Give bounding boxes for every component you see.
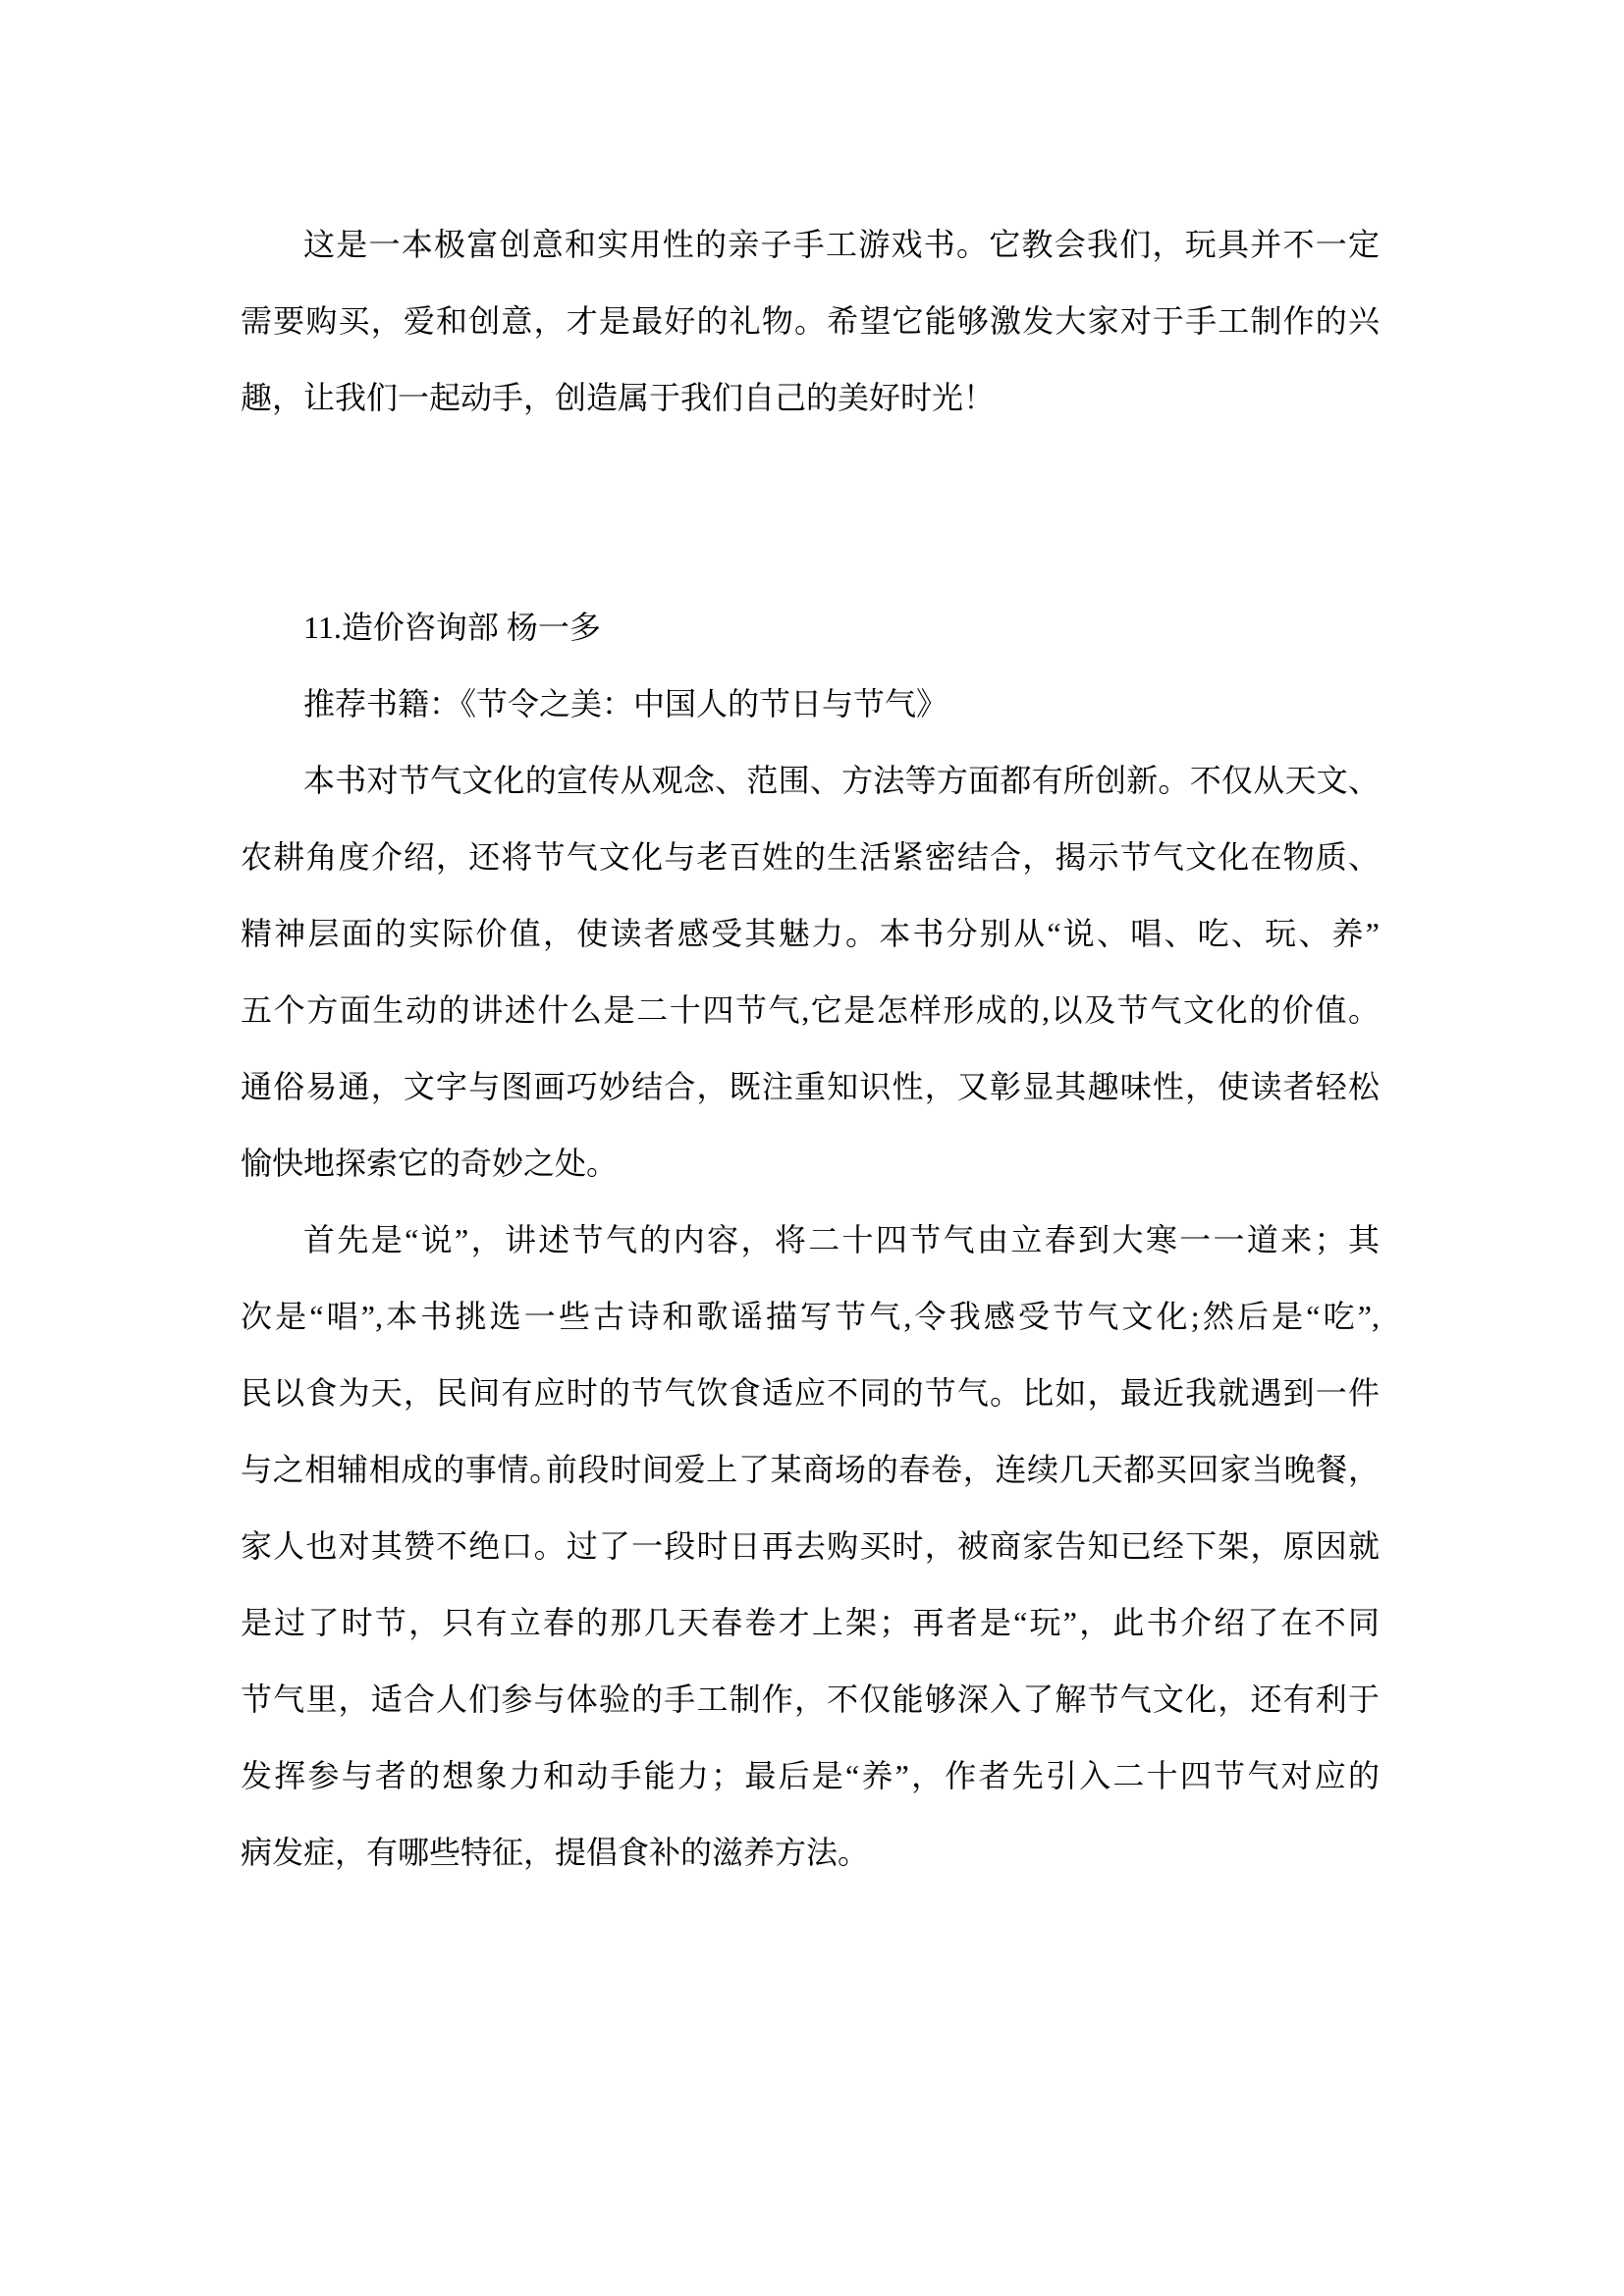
blank-line bbox=[241, 436, 1380, 512]
document-text-block bbox=[241, 206, 1380, 1891]
text-line: 本书对节气文化的宣传从观念、范围、方法等方面都有所创新。不仅从天文、 bbox=[303, 763, 1380, 798]
text-line: 需要购买，爱和创意，才是最好的礼物。希望它能够激发大家对于手工制作的兴 bbox=[241, 303, 1380, 339]
text-line: 民以食为天，民间有应时的节气饮食适应不同的节气。比如，最近我就遇到一件 bbox=[241, 1375, 1380, 1411]
text-line: 通俗易通，文字与图画巧妙结合，既注重知识性，又彰显其趣味性，使读者轻松 bbox=[241, 1069, 1380, 1104]
text-line: 家人也对其赞不绝口。过了一段时日再去购买时，被商家告知已经下架，原因就 bbox=[241, 1528, 1380, 1564]
text-line: 精神层面的实际价值，使读者感受其魅力。本书分别从“说、唱、吃、玩、养” bbox=[241, 916, 1380, 951]
text-line: 次是“唱”,本书挑选一些古诗和歌谣描写节气,令我感受节气文化;然后是“吃”, bbox=[241, 1299, 1380, 1334]
text-line: 发挥参与者的想象力和动手能力；最后是“养”，作者先引入二十四节气对应的 bbox=[241, 1758, 1380, 1793]
intro-paragraph bbox=[241, 206, 1380, 436]
text-line: 病发症，有哪些特征，提倡食补的滋养方法。 bbox=[241, 1835, 870, 1870]
text-line: 这是一本极富创意和实用性的亲子手工游戏书。它教会我们，玩具并不一定 bbox=[303, 227, 1380, 262]
recommended-book-line bbox=[241, 666, 1380, 742]
text-line: 节气里，适合人们参与体验的手工制作，不仅能够深入了解节气文化，还有利于 bbox=[241, 1682, 1380, 1717]
text-line: 11.造价咨询部 杨一多 bbox=[303, 610, 601, 645]
text-line: 是过了时节，只有立春的那几天春卷才上架；再者是“玩”，此书介绍了在不同 bbox=[241, 1605, 1380, 1640]
blank-line bbox=[241, 512, 1380, 589]
text-line: 与之相辅相成的事情｡前段时间爱上了某商场的春卷，连续几天都买回家当晚餐， bbox=[241, 1452, 1380, 1487]
book-details-paragraph bbox=[241, 1201, 1380, 1891]
text-line: 推荐书籍：《节令之美：中国人的节日与节气》 bbox=[303, 686, 948, 721]
text-line: 五个方面生动的讲述什么是二十四节气,它是怎样形成的,以及节气文化的价值。 bbox=[241, 992, 1380, 1028]
text-line: 首先是“说”，讲述节气的内容，将二十四节气由立春到大寒一一道来；其 bbox=[303, 1222, 1380, 1257]
text-line: 农耕角度介绍，还将节气文化与老百姓的生活紧密结合，揭示节气文化在物质、 bbox=[241, 839, 1380, 875]
section-heading bbox=[241, 589, 1380, 666]
text-line: 愉快地探索它的奇妙之处。 bbox=[241, 1146, 619, 1181]
book-review-paragraph bbox=[241, 742, 1380, 1201]
text-line: 趣，让我们一起动手，创造属于我们自己的美好时光！ bbox=[241, 380, 996, 415]
